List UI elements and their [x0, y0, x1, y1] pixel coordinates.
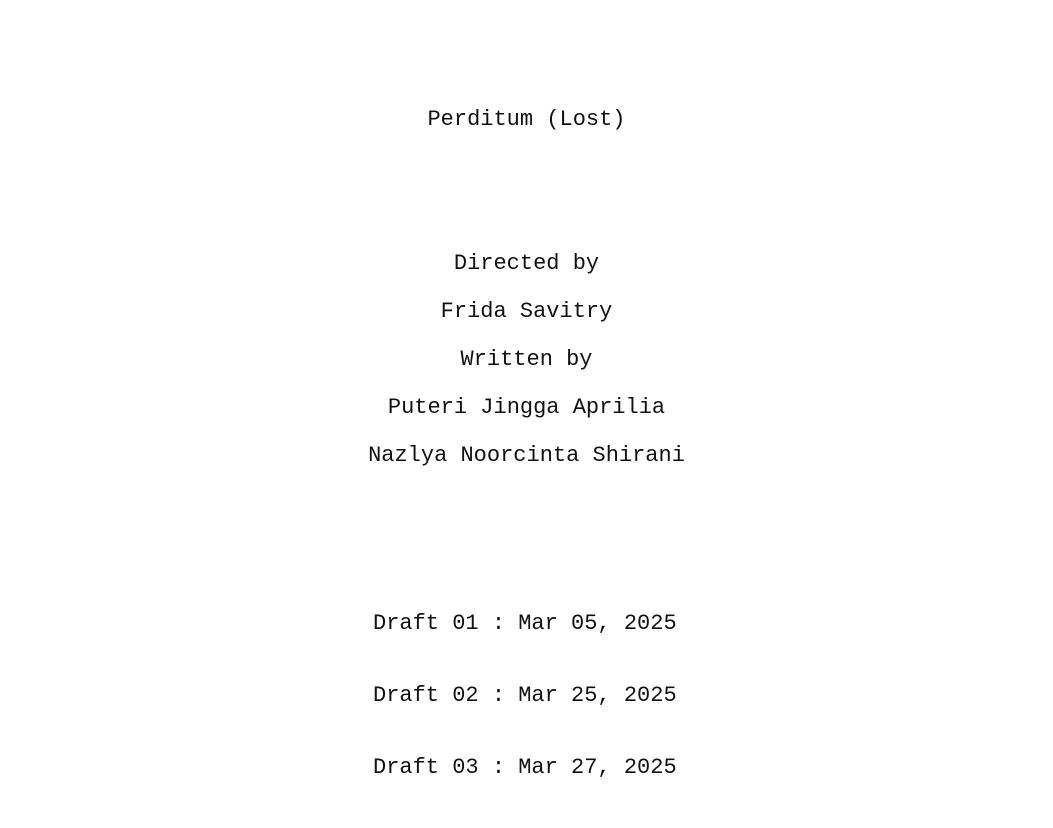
draft-entry: Draft 01 : Mar 05, 2025	[373, 611, 677, 636]
draft-entry: Draft 02 : Mar 25, 2025	[373, 683, 677, 708]
writer-name: Puteri Jingga Aprilia	[387, 395, 666, 420]
directed-by-label: Directed by	[453, 251, 600, 276]
screenplay-title: Perditum (Lost)	[427, 107, 626, 132]
draft-history	[373, 564, 677, 828]
director-name: Frida Savitry	[440, 299, 613, 324]
writer-name: Nazlya Noorcinta Shirani	[368, 443, 685, 468]
draft-entry: Draft 03 : Mar 27, 2025	[373, 755, 677, 780]
written-by-label: Written by	[460, 347, 593, 372]
